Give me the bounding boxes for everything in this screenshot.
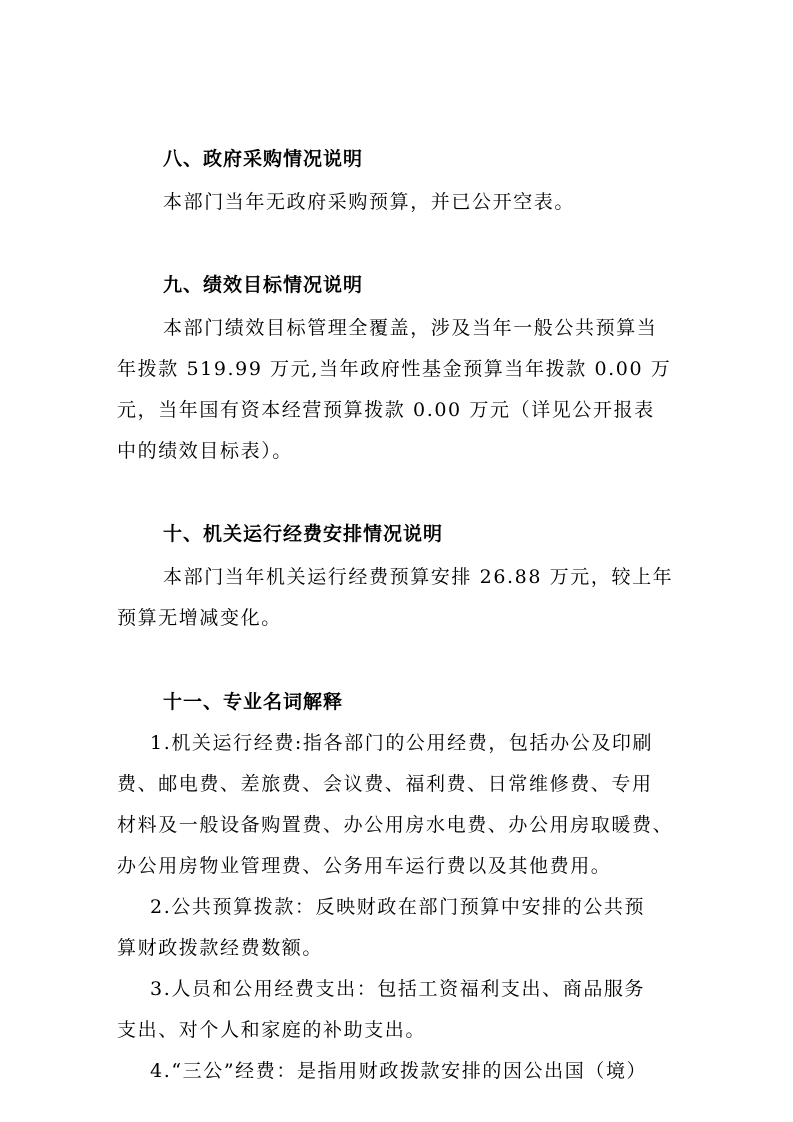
glossary-line: 2.公共预算拨款：反映财政在部门预算中安排的公共预 [150, 896, 646, 918]
glossary-line: 4.“三公”经费：是指用财政拨款安排的因公出国（境） [150, 1060, 648, 1082]
glossary-line: 算财政拨款经费数额。 [117, 937, 324, 959]
glossary-line: 支出、对个人和家庭的补助支出。 [117, 1019, 427, 1041]
paragraph-line: 中的绩效目标表）。 [117, 440, 293, 462]
paragraph-line: 本部门当年无政府采购预算，并已公开空表。 [163, 191, 576, 213]
paragraph-line: 年拨款 519.99 万元,当年政府性基金预算当年拨款 0.00 万 [117, 358, 672, 380]
paragraph-line: 本部门绩效目标管理全覆盖，涉及当年一般公共预算当 [163, 317, 658, 339]
glossary-line: 3.人员和公用经费支出：包括工资福利支出、商品服务 [150, 978, 646, 1000]
paragraph-line: 本部门当年机关运行经费预算安排 26.88 万元，较上年 [163, 566, 674, 588]
glossary-line: 办公用房物业管理费、公务用车运行费以及其他费用。 [117, 855, 612, 877]
glossary-line: 费、邮电费、差旅费、会议费、福利费、日常维修费、专用 [117, 773, 653, 795]
paragraph-line: 元，当年国有资本经营预算拨款 0.00 万元（详见公开报表 [117, 399, 655, 421]
section-heading-operating-expenses: 十、机关运行经费安排情况说明 [163, 523, 444, 545]
glossary-line: 材料及一般设备购置费、办公用房水电费、办公用房取暖费、 [117, 814, 674, 836]
section-heading-glossary: 十一、专业名词解释 [163, 691, 344, 713]
glossary-line: 1.机关运行经费:指各部门的公用经费，包括办公及印刷 [150, 732, 654, 754]
paragraph-line: 预算无增减变化。 [117, 607, 282, 629]
section-heading-government-procurement: 八、政府采购情况说明 [163, 148, 364, 170]
section-heading-performance-targets: 九、绩效目标情况说明 [163, 274, 364, 296]
